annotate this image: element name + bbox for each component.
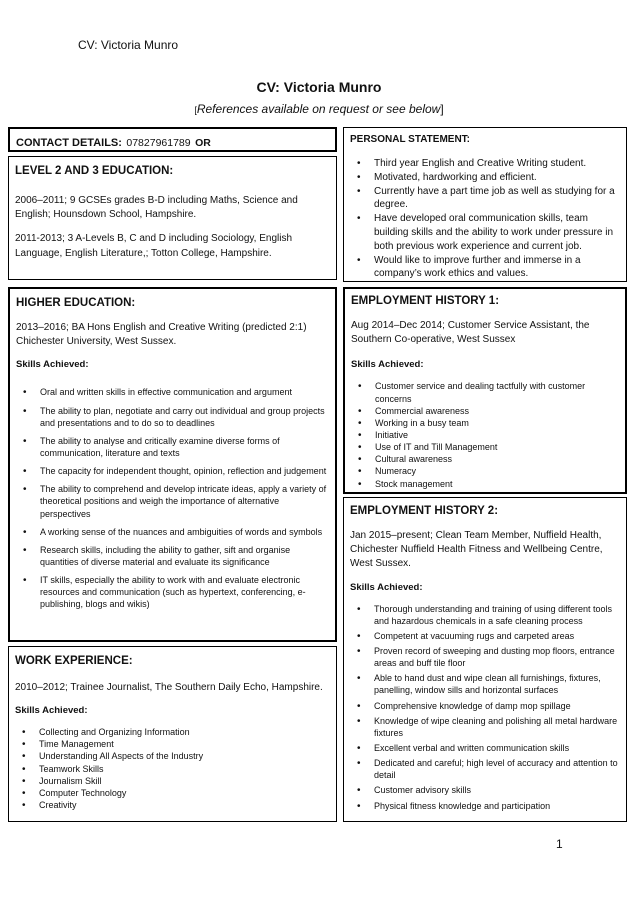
list-item: • Use of IT and Till Management [351, 441, 619, 453]
list-item: • Understanding All Aspects of the Industry [15, 750, 330, 762]
list-item: • Journalism Skill [15, 775, 330, 787]
list-item: • Research skills, including the ability to gather, sift and organise quantities of diverse material and evaluate its significance [16, 544, 329, 568]
list-item: • The ability to analyse and critically examine diverse forms of communication, literature and texts [16, 435, 329, 459]
list-item: • Collecting and Organizing Information [15, 726, 330, 738]
list-item: • Working in a busy team [351, 417, 619, 429]
list-item: • A working sense of the nuances and ambiguities of words and symbols [16, 526, 329, 538]
work-skills-label: Skills Achieved: [15, 705, 88, 717]
list-item: • IT skills, especially the ability to work with and evaluate electronic resources and communication (such as hypertext, conferencing, e-publishing, blogs and wikis) [16, 574, 329, 610]
education-entry-2: 2011-2013; 3 A-Levels B, C and D including Sociology, English Language, English Literature,; Totton College, Hampshire. [15, 233, 293, 259]
employment-history-1-box [343, 287, 627, 494]
employment2-detail: Jan 2015–present; Clean Team Member, Nuffield Health, Chichester Nuffield Health Fitness and Wellbeing Centre, West Sussex. [350, 530, 603, 570]
contact-or: OR [195, 137, 211, 149]
contact-label: CONTACT DETAILS: [16, 137, 122, 149]
work-experience-box [8, 646, 337, 822]
list-item: • Commercial awareness [351, 405, 619, 417]
employment1-detail: Aug 2014–Dec 2014; Customer Service Assistant, the Southern Co-operative, West Sussex [351, 320, 590, 346]
personal-title: PERSONAL STATEMENT: [350, 134, 471, 145]
employment2-title: EMPLOYMENT HISTORY 2: [350, 505, 499, 517]
personal-list [350, 157, 620, 281]
list-item: • Proven record of sweeping and dusting mop floors, entrance areas and buff tile floor [350, 645, 620, 669]
work-title: WORK EXPERIENCE: [15, 655, 133, 667]
education-entry-1: 2006–2011; 9 GCSEs grades B-D including Maths, Science and English; Hounsdown School, Hampshire. [15, 195, 298, 221]
contact-phone: 07827961789 [126, 137, 191, 149]
contact-details-box [8, 127, 337, 152]
page-number: 1 [556, 837, 563, 851]
references-text: References available on request or see below [196, 102, 441, 116]
employment-history-2-box [343, 497, 627, 822]
employment1-skills-label: Skills Achieved: [351, 359, 424, 371]
list-item: • Thorough understanding and training of using different tools and hazardous chemicals in a safe cleaning process [350, 603, 620, 627]
employment2-skills-label: Skills Achieved: [350, 581, 423, 593]
list-item: • Currently have a part time job as well as studying for a degree. [350, 185, 620, 213]
higher-title: HIGHER EDUCATION: [16, 297, 136, 309]
list-item: • Would like to improve further and immerse in a company’s work ethics and values. [350, 254, 620, 282]
higher-skills-label: Skills Achieved: [16, 359, 89, 371]
bracket-close: ] [440, 102, 444, 116]
education-title: LEVEL 2 AND 3 EDUCATION: [15, 165, 174, 177]
list-item: • Initiative [351, 429, 619, 441]
list-item: • Computer Technology [15, 787, 330, 799]
work-skills-list [15, 726, 330, 811]
list-item: • Teamwork Skills [15, 763, 330, 775]
personal-statement-box [343, 127, 627, 282]
higher-skills-list [16, 386, 329, 610]
list-item: • Motivated, hardworking and efficient. [350, 171, 620, 185]
list-item: • Creativity [15, 799, 330, 811]
employment2-skills-list [350, 603, 620, 812]
list-item: • Have developed oral communication skills, team building skills and the ability to work under pressure in both previous work experience and current job. [350, 212, 620, 253]
list-item: • The ability to comprehend and develop intricate ideas, apply a variety of theoretical positions and weigh the importance of alternative perspectives [16, 483, 329, 519]
list-item: • The ability to plan, negotiate and carry out individual and group projects and presentations and to do so to deadlines [16, 405, 329, 429]
running-header: CV: Victoria Munro [78, 38, 179, 52]
list-item: • Excellent verbal and written communication skills [350, 742, 620, 754]
list-item: • The capacity for independent thought, opinion, reflection and judgement [16, 465, 329, 477]
bracket-open: [ [194, 105, 197, 115]
list-item: • Knowledge of wipe cleaning and polishing all metal hardware fixtures [350, 715, 620, 739]
list-item: • Stock management [351, 478, 619, 490]
higher-education-box [8, 287, 337, 642]
list-item: • Physical fitness knowledge and participation [350, 800, 620, 812]
list-item: • Dedicated and careful; high level of accuracy and attention to detail [350, 757, 620, 781]
list-item: • Third year English and Creative Writing student. [350, 157, 620, 171]
list-item: • Oral and written skills in effective communication and argument [16, 386, 329, 398]
education-box [8, 156, 337, 280]
employment1-title: EMPLOYMENT HISTORY 1: [351, 295, 500, 307]
list-item: • Competent at vacuuming rugs and carpeted areas [350, 630, 620, 642]
list-item: • Time Management [15, 738, 330, 750]
list-item: • Able to hand dust and wipe clean all furnishings, fixtures, panelling, window sills and horizontal surfaces [350, 672, 620, 696]
employment1-skills-list [351, 380, 619, 489]
work-detail: 2010–2012; Trainee Journalist, The Southern Daily Echo, Hampshire. [15, 682, 323, 693]
references-note [0, 102, 638, 116]
list-item: • Cultural awareness [351, 453, 619, 465]
list-item: • Numeracy [351, 465, 619, 477]
page-title: CV: Victoria Munro [256, 79, 382, 95]
list-item: • Customer advisory skills [350, 784, 620, 796]
higher-detail: 2013–2016; BA Hons English and Creative Writing (predicted 2:1) Chichester University, West Sussex. [16, 322, 307, 348]
list-item: • Comprehensive knowledge of damp mop spillage [350, 700, 620, 712]
list-item: • Customer service and dealing tactfully with customer concerns [351, 380, 619, 404]
